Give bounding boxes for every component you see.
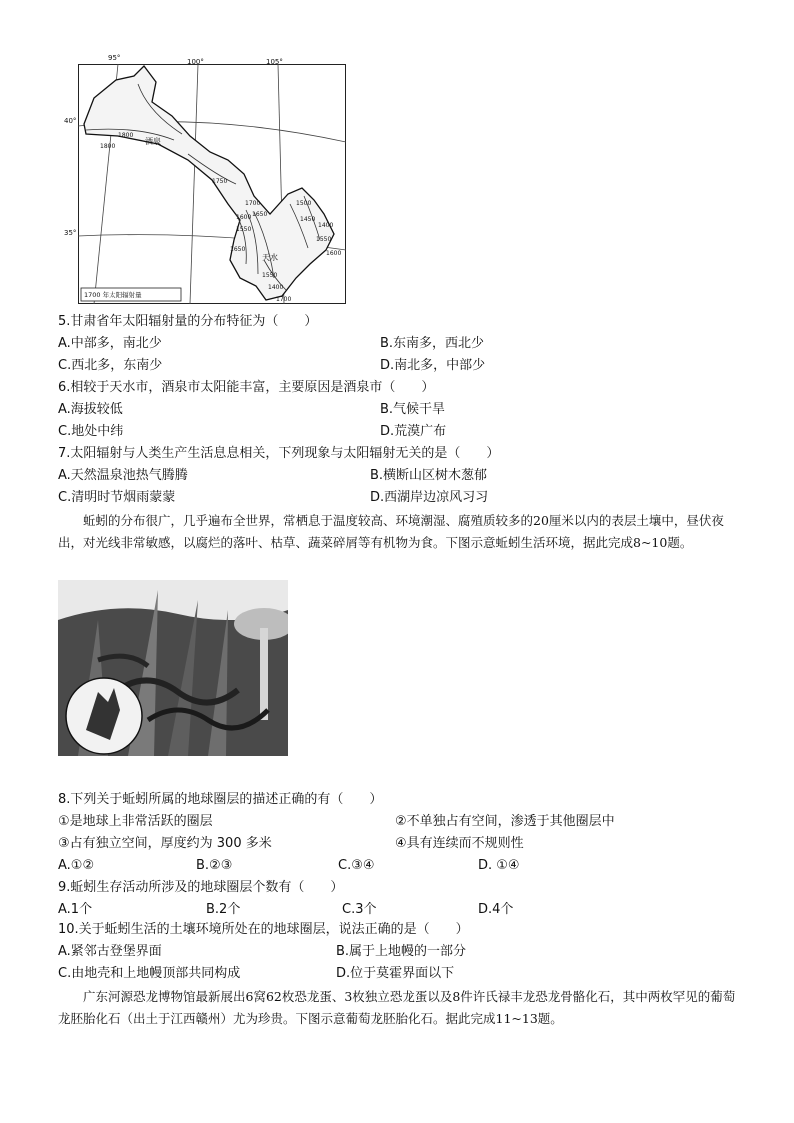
isoline-label: 1550 — [316, 236, 332, 243]
question-6-option-d[interactable]: D.荒漠广布 — [380, 424, 447, 439]
isoline-label: 1750 — [212, 178, 228, 185]
question-10-option-b[interactable]: B.属于上地幔的一部分 — [336, 944, 467, 959]
isoline-label: 1550 — [262, 272, 278, 279]
question-5-option-d[interactable]: D.南北多，中部少 — [380, 358, 486, 373]
question-8-option-b[interactable]: B.②③ — [196, 858, 233, 873]
question-10-option-c[interactable]: C.由地壳和上地幔顶部共同构成 — [58, 966, 241, 981]
isoline-label: 1800 — [100, 143, 116, 150]
question-7-option-b[interactable]: B.横断山区树木葱郁 — [370, 468, 488, 483]
question-10-option-a[interactable]: A.紧邻古登堡界面 — [58, 944, 162, 959]
isoline-label: 1600 — [326, 250, 342, 257]
isoline-label: 1450 — [300, 216, 316, 223]
question-9-option-b[interactable]: B.2个 — [206, 902, 241, 917]
question-9-option-c[interactable]: C.3个 — [342, 902, 377, 917]
isoline-label: 1650 — [252, 211, 268, 218]
lat-label-35: 35° — [64, 229, 77, 237]
map-legend: 1700 年太阳辐射量 — [84, 291, 142, 299]
question-9-option-a[interactable]: A.1个 — [58, 902, 93, 917]
question-9-option-d[interactable]: D.4个 — [478, 902, 514, 917]
isoline-label: 1650 — [230, 246, 246, 253]
question-5-option-c[interactable]: C.西北多，东南少 — [58, 358, 163, 373]
question-8-statement-1: ①是地球上非常活跃的圈层 — [58, 814, 213, 829]
lat-label-40: 40° — [64, 117, 77, 125]
isoline-label: 1600 — [236, 214, 252, 221]
question-8-option-a[interactable]: A.①② — [58, 858, 95, 873]
question-7-option-c[interactable]: C.清明时节烟雨蒙蒙 — [58, 490, 176, 505]
question-6-option-b[interactable]: B.气候干旱 — [380, 402, 446, 417]
question-5-option-b[interactable]: B.东南多，西北少 — [380, 336, 485, 351]
question-8-statement-2: ②不单独占有空间，渗透于其他圈层中 — [395, 814, 615, 829]
question-5-option-a[interactable]: A.中部多，南北少 — [58, 336, 162, 351]
isoline-label: 1400 — [318, 222, 334, 229]
question-5-stem: 5.甘肃省年太阳辐射量的分布特征为（ ） — [58, 314, 318, 329]
lon-label-100: 100° — [187, 58, 204, 66]
question-8-option-d[interactable]: D. ①④ — [478, 858, 520, 873]
dinosaur-passage: 广东河源恐龙博物馆最新展出6窝62枚恐龙蛋、3枚独立恐龙蛋以及8件许氏禄丰龙恐龙骨骼化石，其中两枚罕见的葡萄龙胚胎化石（出土于江西赣州）尤为珍贵。下图示意葡萄龙胚胎化石。据此完成11~13题。 — [58, 989, 736, 1026]
isoline-label: 1700 — [245, 200, 261, 207]
lon-label-95: 95° — [108, 54, 121, 62]
question-8-statement-4: ④具有连续而不规则性 — [395, 836, 524, 851]
question-10-stem: 10.关于蚯蚓生活的土壤环境所处在的地球圈层，说法正确的是（ ） — [58, 922, 469, 937]
earthworm-habitat-photo — [58, 580, 288, 756]
isoline-label: 1700 — [276, 296, 292, 303]
question-8-statement-3: ③占有独立空间，厚度约为 300 多米 — [58, 836, 272, 851]
question-10-option-d[interactable]: D.位于莫霍界面以下 — [336, 966, 455, 981]
question-7-option-d[interactable]: D.西湖岸边凉风习习 — [370, 490, 489, 505]
isoline-label: 1400 — [268, 284, 284, 291]
question-6-option-c[interactable]: C.地处中纬 — [58, 424, 124, 439]
isoline-label: 1800 — [118, 132, 134, 139]
lon-label-105: 105° — [266, 58, 283, 66]
isoline-label: 1550 — [236, 226, 252, 233]
question-8-stem: 8.下列关于蚯蚓所属的地球圈层的描述正确的有（ ） — [58, 792, 383, 807]
isoline-label: 1500 — [296, 200, 312, 207]
place-tianshui: 天水 — [262, 253, 278, 262]
question-9-stem: 9.蚯蚓生存活动所涉及的地球圈层个数有（ ） — [58, 880, 344, 895]
place-jiuquan: 酒泉 — [145, 137, 161, 146]
question-6-stem: 6.相较于天水市，酒泉市太阳能丰富，主要原因是酒泉市（ ） — [58, 380, 435, 395]
earthworm-passage: 蚯蚓的分布很广，几乎遍布全世界，常栖息于温度较高、环境潮湿、腐殖质较多的20厘米以内的表层土壤中，昼伏夜出，对光线非常敏感，以腐烂的落叶、枯草、蔬菜碎屑等有机物为食。下图示意蚯蚓生活环境，据此完成8~10题。 — [58, 513, 724, 550]
question-8-option-c[interactable]: C.③④ — [338, 858, 375, 873]
question-7-stem: 7.太阳辐射与人类生产生活息息相关，下列现象与太阳辐射无关的是（ ） — [58, 446, 500, 461]
question-6-option-a[interactable]: A.海拔较低 — [58, 402, 123, 417]
question-7-option-a[interactable]: A.天然温泉池热气腾腾 — [58, 468, 188, 483]
